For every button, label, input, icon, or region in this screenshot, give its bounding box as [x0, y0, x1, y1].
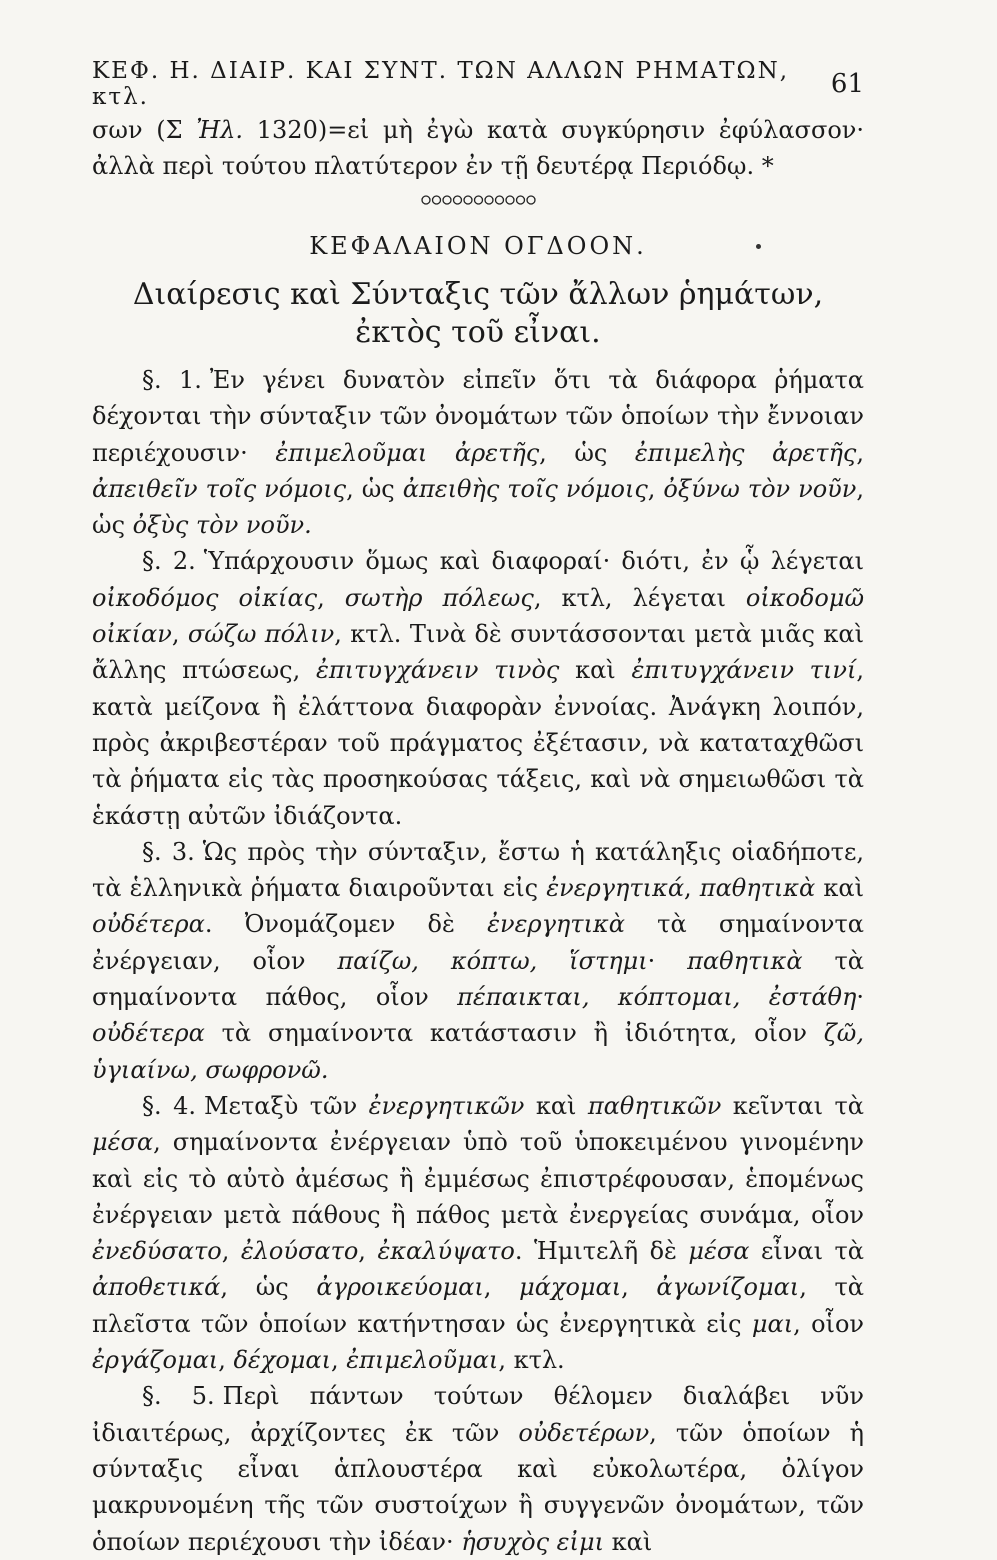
italic-term: ἐνεργητικά: [546, 874, 685, 903]
italic-term: παίζω, κόπτω, ἵστημι: [337, 946, 648, 975]
section-text: ,: [317, 583, 345, 612]
section-number: §. 5.: [142, 1382, 215, 1411]
italic-term: πέπαικται, κόπτομαι, ἐστάθη: [457, 983, 857, 1012]
italic-term: οὐδετέρων: [518, 1418, 650, 1447]
chapter-heading: ΚΕΦΑΛΑΙΟΝ ΟΓΔΟΟΝ.: [309, 232, 647, 260]
section-text: καὶ: [559, 656, 632, 685]
body-text: [92, 362, 864, 1560]
section-text: Μεταξὺ τῶν: [203, 1091, 369, 1120]
section-text: , ὡς: [539, 438, 635, 467]
italic-term: μάχομαι: [519, 1273, 622, 1302]
section-text: , ὡς: [220, 1273, 317, 1302]
subtitle-line-1: Διαίρεσις καὶ Σύνταξις τῶν ἄλλων ῥημάτων,: [132, 277, 824, 312]
section-text: , ὡς: [346, 474, 403, 503]
continuation-reference: Ἠλ.: [196, 116, 244, 144]
section-text: εἶναι τὰ: [749, 1237, 865, 1266]
section-text: ,: [331, 1346, 347, 1375]
section-text: ,: [358, 1237, 378, 1266]
italic-term: παθητικὰ: [687, 946, 803, 975]
italic-term: ἀπειθὴς τοῖς νόμοις: [402, 474, 648, 503]
section-text: , ὡς: [92, 474, 865, 540]
section-number: §. 4.: [142, 1091, 196, 1120]
italic-term: ἐργάζομαι: [92, 1346, 219, 1375]
section-text: ·: [856, 983, 864, 1012]
italic-term: μαι: [751, 1309, 794, 1338]
italic-term: ἡσυχὸς εἰμι: [461, 1527, 604, 1556]
italic-term: οὐδέτερα: [92, 910, 205, 939]
section-text: ,: [621, 1273, 657, 1302]
italic-term: μέσα: [92, 1128, 154, 1157]
continuation-paragraph: [92, 112, 864, 184]
section-paragraph: [92, 362, 864, 543]
continuation-text-start: σων (Σ: [92, 116, 197, 144]
section-text: καὶ: [524, 1091, 588, 1120]
running-head: [92, 58, 864, 110]
section-text: . Ἡμιτελῆ δὲ: [514, 1237, 689, 1266]
section-number: §. 3.: [142, 837, 195, 866]
page-number: 61: [830, 69, 864, 99]
italic-term: ὀξὺς τὸν νοῦν.: [132, 511, 312, 540]
italic-term: οὐδέτερα: [92, 1019, 205, 1048]
section-text: , τῶν ὁποίων ἡ σύνταξις εἶναι ἁπλουστέρα καὶ εὐκολωτέρα, ὀλίγον μακρυνομένη τῆς τῶν συστοίχων ἢ συγγενῶν ὀνομάτων, τῶν ὁποίων περιέχουσι τὴν ἰδέαν·: [92, 1418, 865, 1556]
italic-term: ἐκαλύψατο: [377, 1237, 515, 1266]
italic-term: ὀξύνω τὸν νοῦν: [663, 474, 857, 503]
italic-term: μέσα: [688, 1237, 750, 1266]
subtitle-line-2: ἐκτὸς τοῦ εἶναι.: [355, 315, 601, 350]
italic-term: ἐνεργητικὰ: [487, 910, 625, 939]
margin-dot: [756, 244, 761, 249]
section-text: Ὑπάρχουσιν ὅμως καὶ διαφοραί· διότι, ἐν ᾧ λέγεται: [203, 547, 865, 576]
section-paragraph: [92, 543, 864, 833]
section-text: , κτλ.: [498, 1346, 565, 1375]
section-text: Ἐν γένει δυνατὸν εἰπεῖν ὅτι τὰ διάφορα ῥήματα δέχονται τὴν σύνταξιν τῶν ὀνομάτων τῶν ὁποίων τὴν ἔννοιαν περιέχουσιν·: [92, 366, 865, 467]
section-text: ,: [856, 438, 864, 467]
italic-term: οἰκοδομῶ οἰκίαν: [92, 583, 865, 649]
section-text: τὰ σημαίνοντα κατάστασιν ἢ ἰδιότητα, οἷον: [204, 1019, 824, 1048]
italic-term: ἐλούσατο: [240, 1237, 359, 1266]
section-text: ,: [171, 620, 188, 649]
section-text: , κτλ, λέγεται: [533, 583, 746, 612]
section-text: καὶ: [815, 874, 865, 903]
section-text: , σημαίνοντα ἐνέργειαν ὑπὸ τοῦ ὑποκειμένου γινομένην καὶ εἰς τὸ αὐτὸ ἀμέσως ἢ ἐμμέσως ἐπιστρέφουσαν, ἑπομένως ἐνέργειαν μετὰ πάθους ἢ πάθος μετὰ ἐνεργείας συνάμα, οἷον: [92, 1128, 864, 1229]
section-number: §. 1.: [142, 366, 202, 394]
italic-term: οἰκοδόμος οἰκίας: [92, 583, 318, 612]
ornament-rule: [420, 192, 540, 208]
section-text: Ὡς πρὸς τὴν σύνταξιν, ἔστω ἡ κατάληξις οἱαδήποτε, τὰ ἑλληνικὰ ῥήματα διαιροῦνται εἰς: [92, 837, 865, 903]
section-text: , κατὰ μείζονα ἢ ἐλάττονα διαφορὰν ἐννοίας. Ἀνάγκη λοιπόν, πρὸς ἀκριβεστέραν τοῦ πράγματος ἐξέτασιν, νὰ καταταχθῶσι τὰ ῥήματα εἰς τὰς προσηκούσας τάξεις, καὶ νὰ σημειωθῶσι τὰ ἑκάστῃ αὐτῶν ἰδιάζοντα.: [92, 656, 864, 830]
section-paragraph: [92, 1088, 864, 1378]
section-text: , τὰ πλεῖστα τῶν ὁποίων κατήντησαν ὡς ἐνεργητικὰ εἰς: [92, 1273, 865, 1338]
section-number: §. 2.: [142, 547, 196, 576]
section-paragraph: [92, 1378, 864, 1559]
section-text: ,: [647, 474, 664, 503]
italic-term: ζῶ, ὑγιαίνω, σωφρονῶ.: [92, 1019, 864, 1084]
italic-term: παθητικῶν: [587, 1091, 722, 1120]
italic-term: ἐπιτυγχάνειν τινί: [631, 656, 857, 685]
italic-term: ἀποθετικά: [92, 1273, 221, 1302]
section-text: . Ὀνομάζομεν δὲ: [204, 910, 488, 939]
italic-term: ἐπιμελοῦμαι ἀρετῆς: [275, 438, 540, 467]
italic-term: ἀγροικεύομαι: [316, 1273, 484, 1302]
italic-term: ἐπιμελὴς ἀρετῆς: [634, 438, 857, 467]
italic-term: ἀπειθεῖν τοῖς νόμοις: [92, 474, 347, 503]
running-head-title: ΚΕΦ. Η. ΔΙΑΙΡ. ΚΑΙ ΣΥΝΤ. ΤΩΝ ΑΛΛΩΝ ΡΗΜΑΤΩΝ, κτλ.: [92, 58, 790, 110]
section-text: ,: [483, 1273, 520, 1302]
italic-term: ἐνεργητικῶν: [368, 1091, 525, 1120]
section-text: κεῖνται τὰ: [721, 1091, 865, 1120]
italic-term: ἀγωνίζομαι: [656, 1273, 800, 1302]
continuation-text-end: 1320)=εἰ μὴ ἐγὼ κατὰ συγκύρησιν ἐφύλασσον· ἀλλὰ περὶ τούτου πλατύτερον ἐν τῇ δευτέρᾳ Περιόδῳ. *: [92, 116, 864, 180]
section-text: Περὶ πάντων τούτων θέλομεν διαλάβει νῦν ἰδιαιτέρως, ἀρχίζοντες ἐκ τῶν: [92, 1382, 864, 1447]
italic-term: σωτὴρ πόλεως: [344, 583, 534, 612]
section-text: , οἷον: [793, 1309, 864, 1338]
italic-term: δέχομαι: [233, 1346, 332, 1375]
section-text: τὰ σημαίνοντα πάθος, οἷον: [92, 946, 864, 1012]
italic-term: ἐπιμελοῦμαι: [346, 1346, 499, 1375]
italic-term: ἐνεδύσατο: [92, 1237, 222, 1266]
italic-term: σώζω πόλιν: [187, 620, 335, 649]
section-text: ,: [684, 874, 700, 903]
italic-term: ἐπιτυγχάνειν τινὸς: [315, 656, 560, 685]
section-text: ,: [221, 1237, 241, 1266]
section-text: , κτλ. Τινὰ δὲ συντάσσονται μετὰ μιᾶς καὶ ἄλλης πτώσεως,: [92, 620, 864, 685]
section-text: ·: [647, 946, 688, 975]
section-text: καὶ: [603, 1527, 653, 1556]
section-text: τὰ σημαίνοντα ἐνέργειαν, οἷον: [92, 910, 864, 975]
italic-term: παθητικὰ: [699, 874, 816, 903]
section-paragraph: [92, 834, 864, 1088]
section-text: ,: [218, 1346, 234, 1375]
chapter-subtitle: [92, 276, 864, 352]
